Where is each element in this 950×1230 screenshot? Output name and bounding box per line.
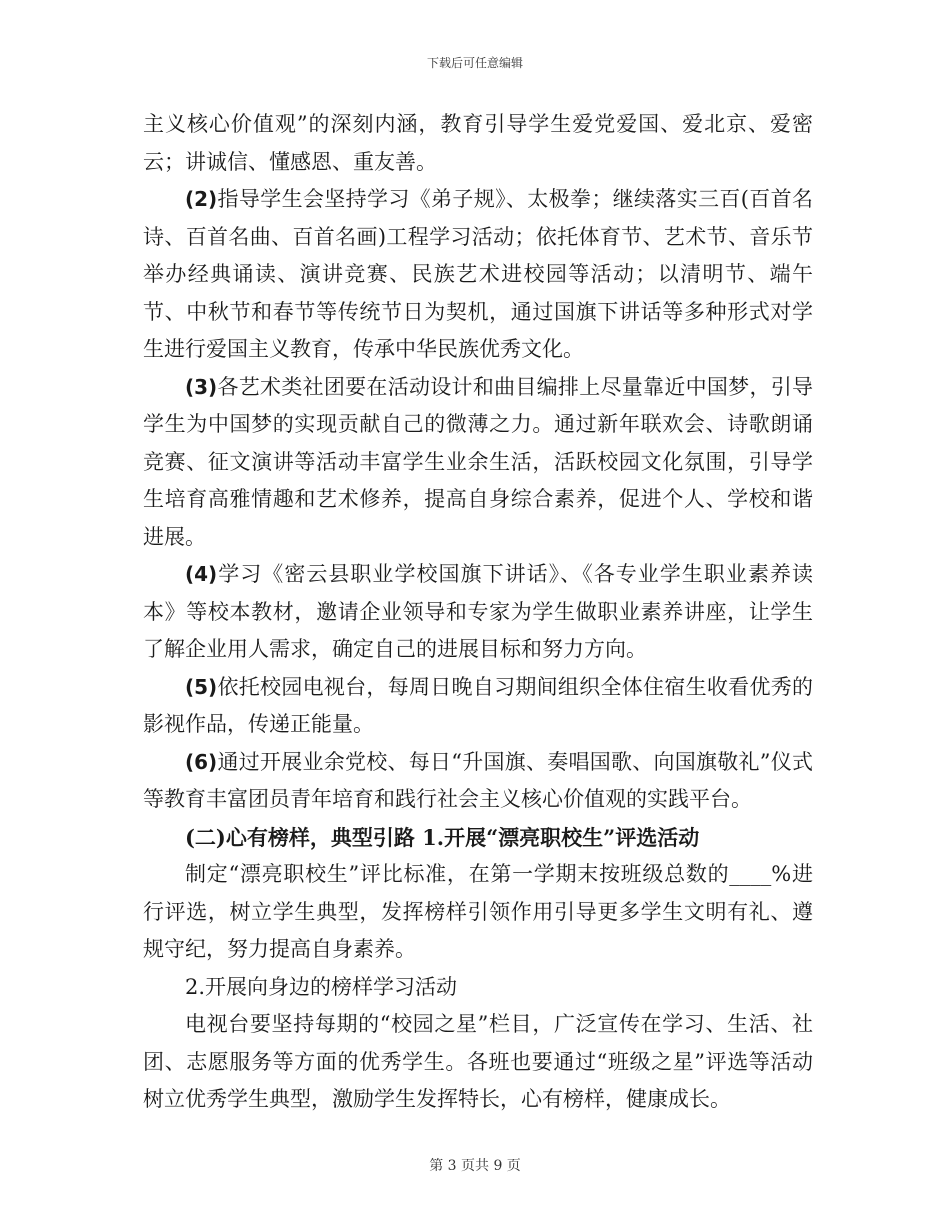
- item-number: (6): [185, 749, 218, 774]
- paragraph-campus-star: 电视台要坚持每期的“校园之星”栏目，广泛宣传在学习、生活、社团、志愿服务等方面的优秀学生。各班也要通过“班级之星”评选等活动树立优秀学生典型，激励学生发挥特长，心有榜样，健康成长。: [143, 1012, 813, 1111]
- paragraph-item-2: [143, 181, 813, 369]
- paragraph-text: 通过开展业余党校、每日“升国旗、奏唱国歌、向国旗敬礼”仪式等教育丰富团员青年培育和践行社会主义核心价值观的实践平台。: [143, 749, 813, 811]
- paragraph-item-6: [143, 744, 813, 819]
- paragraph-core-values: 主义核心价值观”的深刻内涵，教育引导学生爱党爱国、爱北京、爱密云；讲诚信、懂感恩、重友善。: [143, 112, 813, 174]
- paragraph-text: 学习《密云县职业学校国旗下讲话》、《各专业学生职业素养读本》等校本教材，邀请企业领导和专家为学生做职业素养讲座，让学生了解企业用人需求，确定自己的进展目标和努力方向。: [143, 562, 813, 661]
- page-header: 下载后可任意编辑: [426, 56, 523, 70]
- item-number: (4): [185, 562, 218, 586]
- paragraph-text: 各艺术类社团要在活动设计和曲目编排上尽量靠近中国梦，引导学生为中国梦的实现贡献自己的微薄之力。通过新年联欢会、诗歌朗诵竞赛、征文演讲等活动丰富学生业余生活，活跃校园文化氛围，引导学生培育高雅情趣和艺术修养，提高自身综合素养，促进个人、学校和谐进展。: [143, 374, 813, 549]
- paragraph-selection-criteria: 制定“漂亮职校生”评比标准，在第一学期末按班级总数的____%进行评选，树立学生典型，发挥榜样引领作用引导更多学生文明有礼、遵规守纪，努力提高自身素养。: [143, 862, 813, 961]
- subheading-learn-from-models: 2.开展向身边的榜样学习活动: [185, 974, 458, 999]
- paragraph-item-3: [143, 369, 813, 557]
- item-number: (2): [185, 187, 218, 211]
- page-footer: 第 3 页共 9 页: [429, 1158, 521, 1174]
- paragraph-item-4: [143, 556, 813, 669]
- paragraph-text: 依托校园电视台，每周日晚自习期间组织全体住宿生收看优秀的影视作品，传递正能量。: [143, 674, 813, 736]
- section-heading-role-models: (二)心有榜样，典型引路 1.开展“漂亮职校生”评选活动: [185, 824, 700, 850]
- item-number: (5): [185, 674, 218, 699]
- paragraph-item-5: [143, 669, 813, 744]
- item-number: (3): [185, 374, 218, 399]
- document-body: [143, 106, 813, 1119]
- paragraph-text: 指导学生会坚持学习《弟子规》、太极拳；继续落实三百(百首名诗、百首名曲、百首名画)工程学习活动；依托体育节、艺术节、音乐节举办经典诵读、演讲竞赛、民族艺术进校园等活动；以清明节、端午节、中秋节和春节等传统节日为契机，通过国旗下讲话等多种形式对学生进行爱国主义教育，传承中华民族优秀文化。: [143, 187, 813, 361]
